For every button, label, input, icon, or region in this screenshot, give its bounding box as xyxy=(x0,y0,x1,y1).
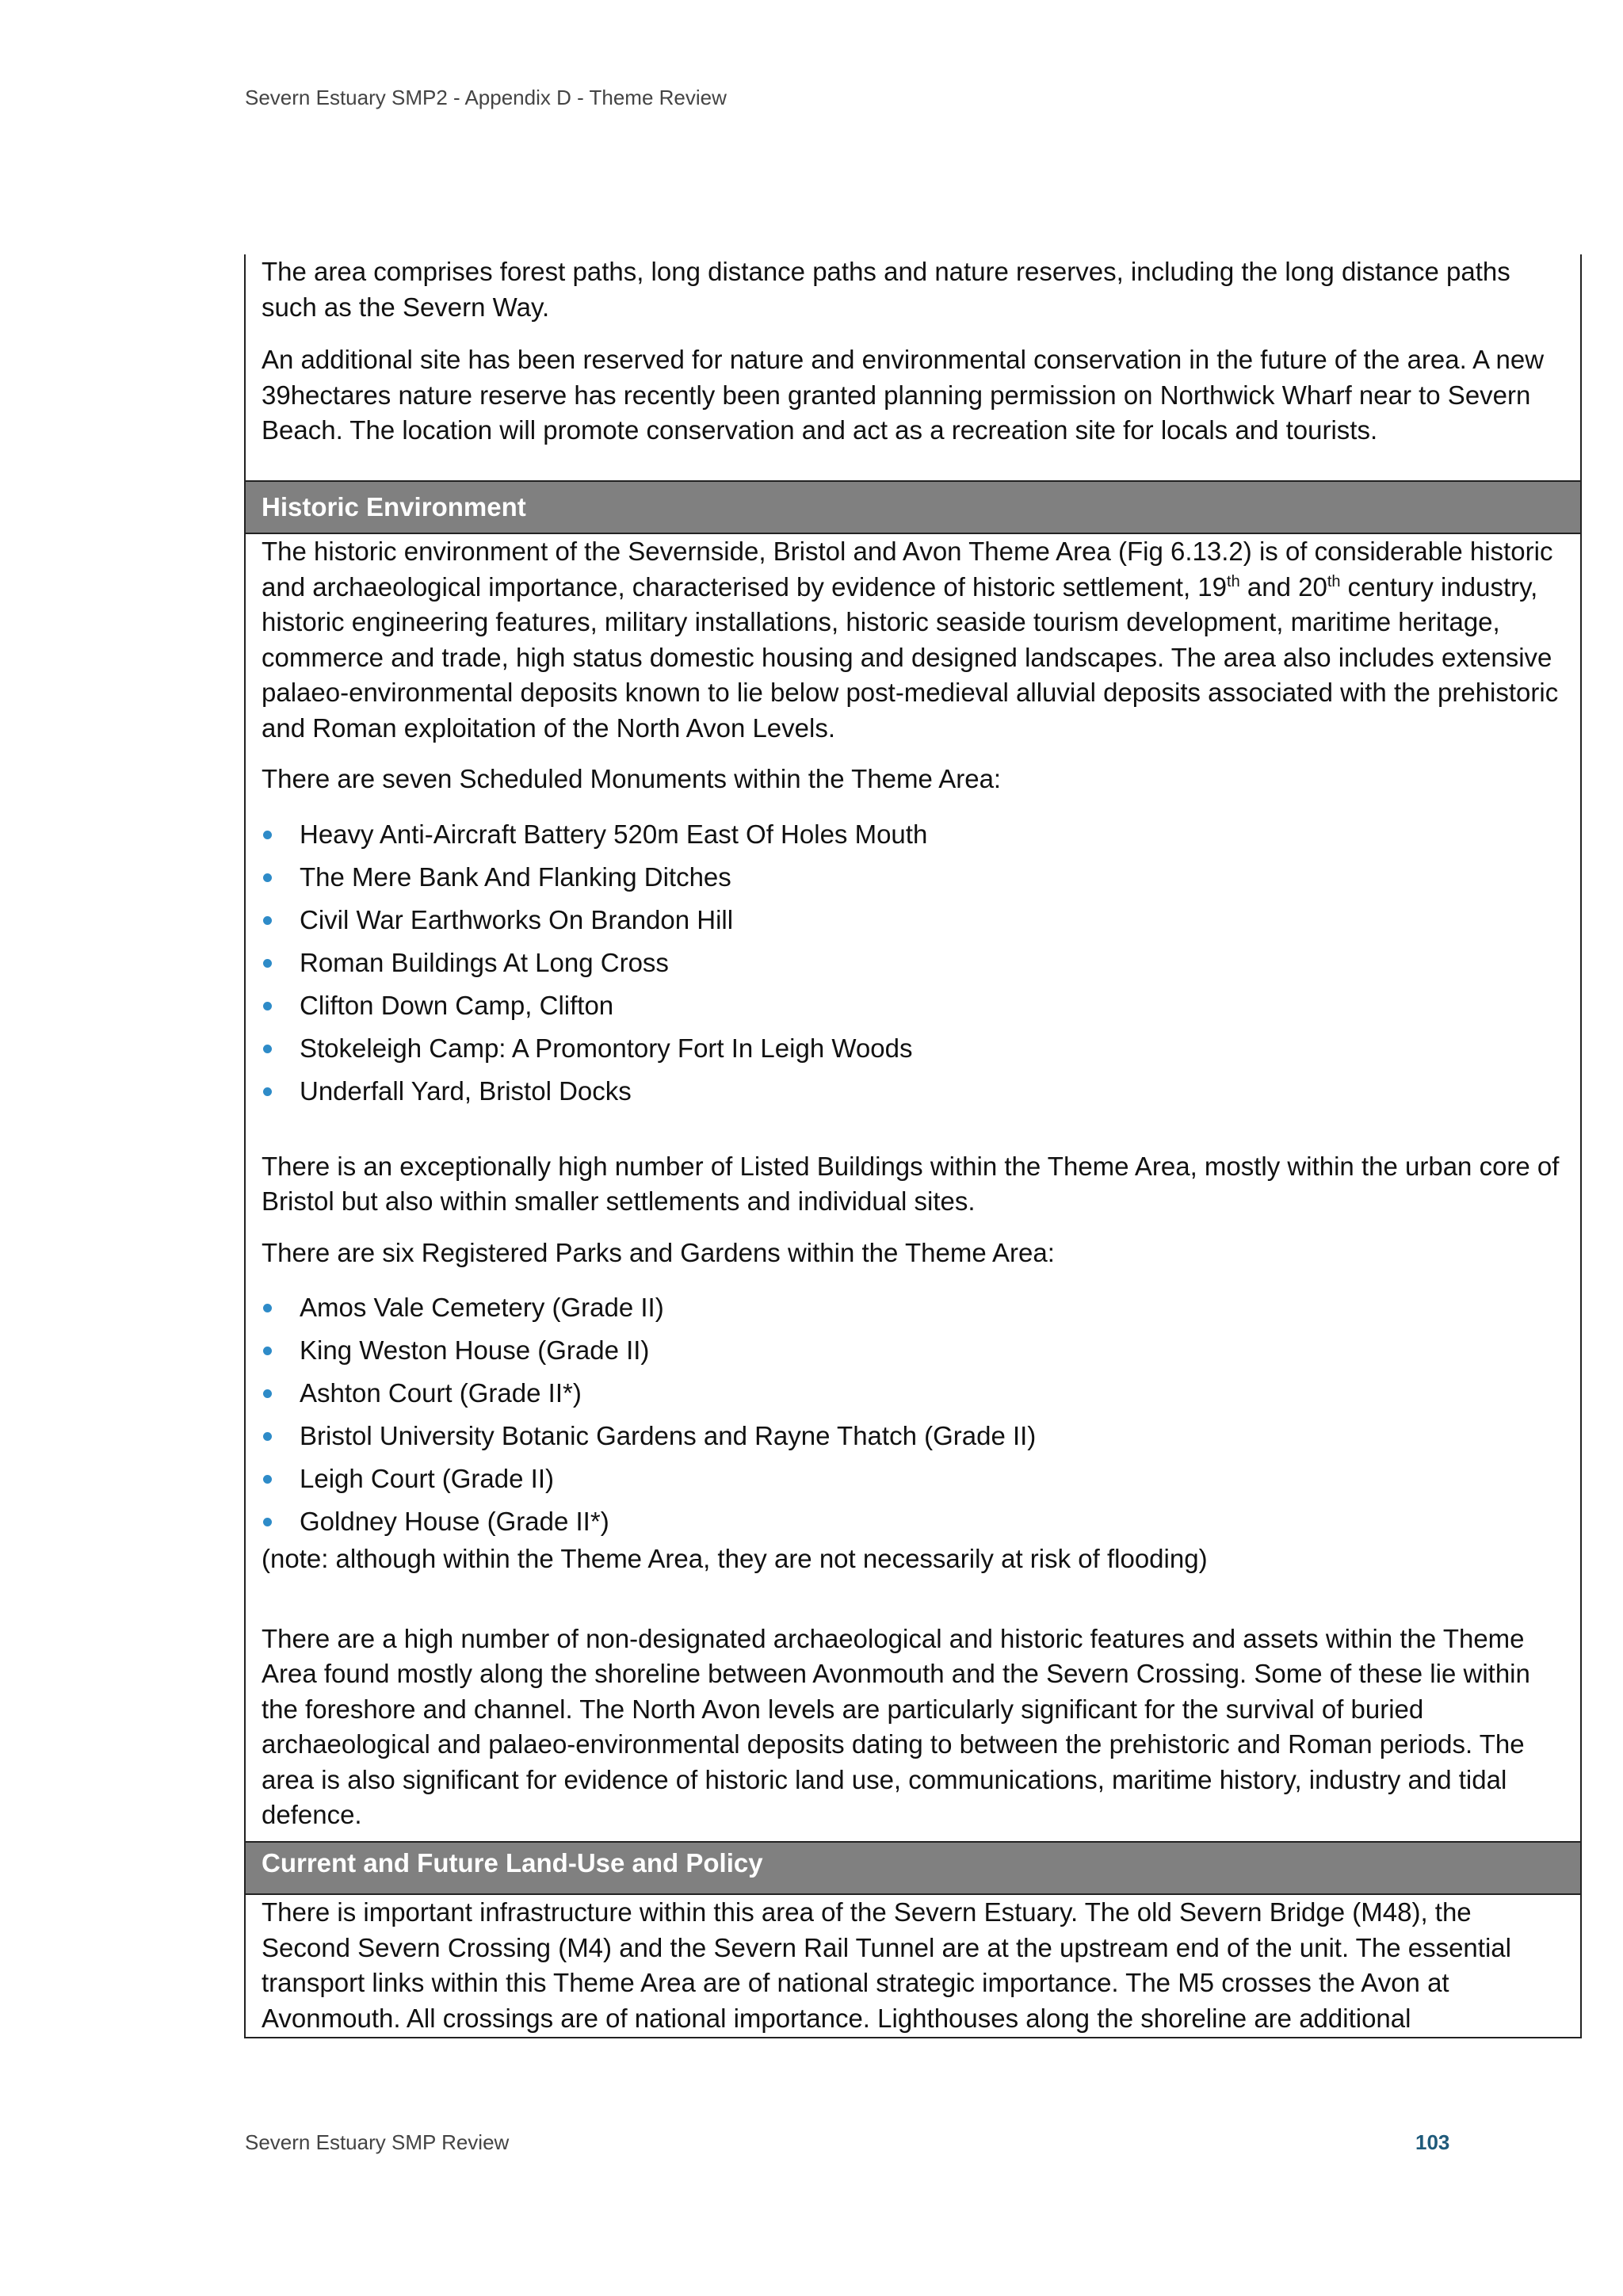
bullet-icon xyxy=(263,1432,272,1441)
monuments-intro: There are seven Scheduled Monuments within the Theme Area: xyxy=(262,764,1002,793)
paragraph: An additional site has been reserved for nature and environmental conservation in the future of the area. A new 39hectares nature reserve has recently been granted planning permission on Northwick Wharf near to Severn Beach. The location will promote conservation and act as a recreation site for locals and tourists. xyxy=(262,345,1545,445)
page-header: Severn Estuary SMP2 - Appendix D - Theme Review xyxy=(245,86,727,109)
paragraph: The area comprises forest paths, long distance paths and nature reserves, including the long distance paths such as the Severn Way. xyxy=(262,257,1510,322)
section-heading-land-use: Current and Future Land-Use and Policy xyxy=(246,1841,1580,1895)
listed-buildings-paragraph: There is an exceptionally high number of Listed Buildings within the Theme Area, mostly within the urban core of Bristol but also within smaller settlements and individual sites. xyxy=(262,1151,1560,1216)
non-designated-paragraph: There are a high number of non-designated archaeological and historic features and assets within the Theme Area found mostly along the shoreline between Avonmouth and the Severn Crossing. Some of these lie within the foreshore and channel. The North Avon levels are particularly significant for the survival of buried archaeological and palaeo-environmental deposits dating to between the prehistoric and Roman periods. The area is also significant for evidence of historic land use, communications, maritime history, industry and tidal defence. xyxy=(262,1623,1530,1829)
bullet-icon xyxy=(263,1002,272,1010)
list-item: Leigh Court (Grade II) xyxy=(262,1457,1566,1500)
recreation-section xyxy=(246,254,1580,464)
parks-intro: There are six Registered Parks and Gardens within the Theme Area: xyxy=(262,1237,1055,1267)
bullet-icon xyxy=(263,916,272,925)
theme-review-table xyxy=(244,254,1582,2038)
bullet-icon xyxy=(263,1518,272,1526)
registered-parks-list xyxy=(262,1286,1566,1543)
list-item: Heavy Anti-Aircraft Battery 520m East Of Holes Mouth xyxy=(262,813,1566,856)
list-item: Underfall Yard, Bristol Docks xyxy=(262,1070,1566,1113)
list-item: Clifton Down Camp, Clifton xyxy=(262,984,1566,1027)
historic-environment-section xyxy=(246,534,1580,1849)
footer-title: Severn Estuary SMP Review xyxy=(245,2130,510,2154)
flood-risk-note: (note: although within the Theme Area, they are not necessarily at risk of flooding) xyxy=(262,1544,1208,1573)
bullet-icon xyxy=(263,1389,272,1398)
bullet-icon xyxy=(263,831,272,839)
bullet-icon xyxy=(263,1045,272,1053)
bullet-icon xyxy=(263,959,272,968)
bullet-icon xyxy=(263,1087,272,1096)
list-item: Stokeleigh Camp: A Promontory Fort In Leigh Woods xyxy=(262,1027,1566,1070)
list-item: Civil War Earthworks On Brandon Hill xyxy=(262,899,1566,942)
bullet-icon xyxy=(263,1475,272,1484)
bullet-icon xyxy=(263,1347,272,1355)
scheduled-monuments-list xyxy=(262,813,1566,1113)
list-item: Ashton Court (Grade II*) xyxy=(262,1372,1566,1415)
list-item: Roman Buildings At Long Cross xyxy=(262,942,1566,984)
land-use-paragraph: There is important infrastructure within this area of the Severn Estuary. The old Severn Bridge (M48), the Second Severn Crossing (M4) and the Severn Rail Tunnel are at the upstream end of the unit. The essential transport links within this Theme Area are of national strategic importance. The M5 crosses the Avon at Avonmouth. All crossings are of national importance. Lighthouses along the shoreline are additional xyxy=(262,1897,1511,2033)
list-item: The Mere Bank And Flanking Ditches xyxy=(262,856,1566,899)
bullet-icon xyxy=(263,1304,272,1312)
page-number: 103 xyxy=(1415,2130,1450,2154)
list-item: Bristol University Botanic Gardens and Rayne Thatch (Grade II) xyxy=(262,1415,1566,1457)
list-item: Amos Vale Cemetery (Grade II) xyxy=(262,1286,1566,1329)
list-item: King Weston House (Grade II) xyxy=(262,1329,1566,1372)
land-use-section xyxy=(246,1895,1580,2052)
bullet-icon xyxy=(263,873,272,882)
section-heading-historic-environment: Historic Environment xyxy=(246,480,1580,534)
list-item: Goldney House (Grade II*) xyxy=(262,1500,1566,1543)
historic-intro-paragraph: The historic environment of the Severnside, Bristol and Avon Theme Area (Fig 6.13.2) is of considerable historic and archaeological importance, characterised by evidence of historic settlement, 19th and 20th century industry, historic engineering features, military installations, historic seaside tourism development, maritime heritage, commerce and trade, high status domestic housing and designed landscapes. The area also includes extensive palaeo-environmental deposits known to lie below post-medieval alluvial deposits associated with the prehistoric and Roman exploitation of the North Avon Levels. xyxy=(262,537,1559,743)
